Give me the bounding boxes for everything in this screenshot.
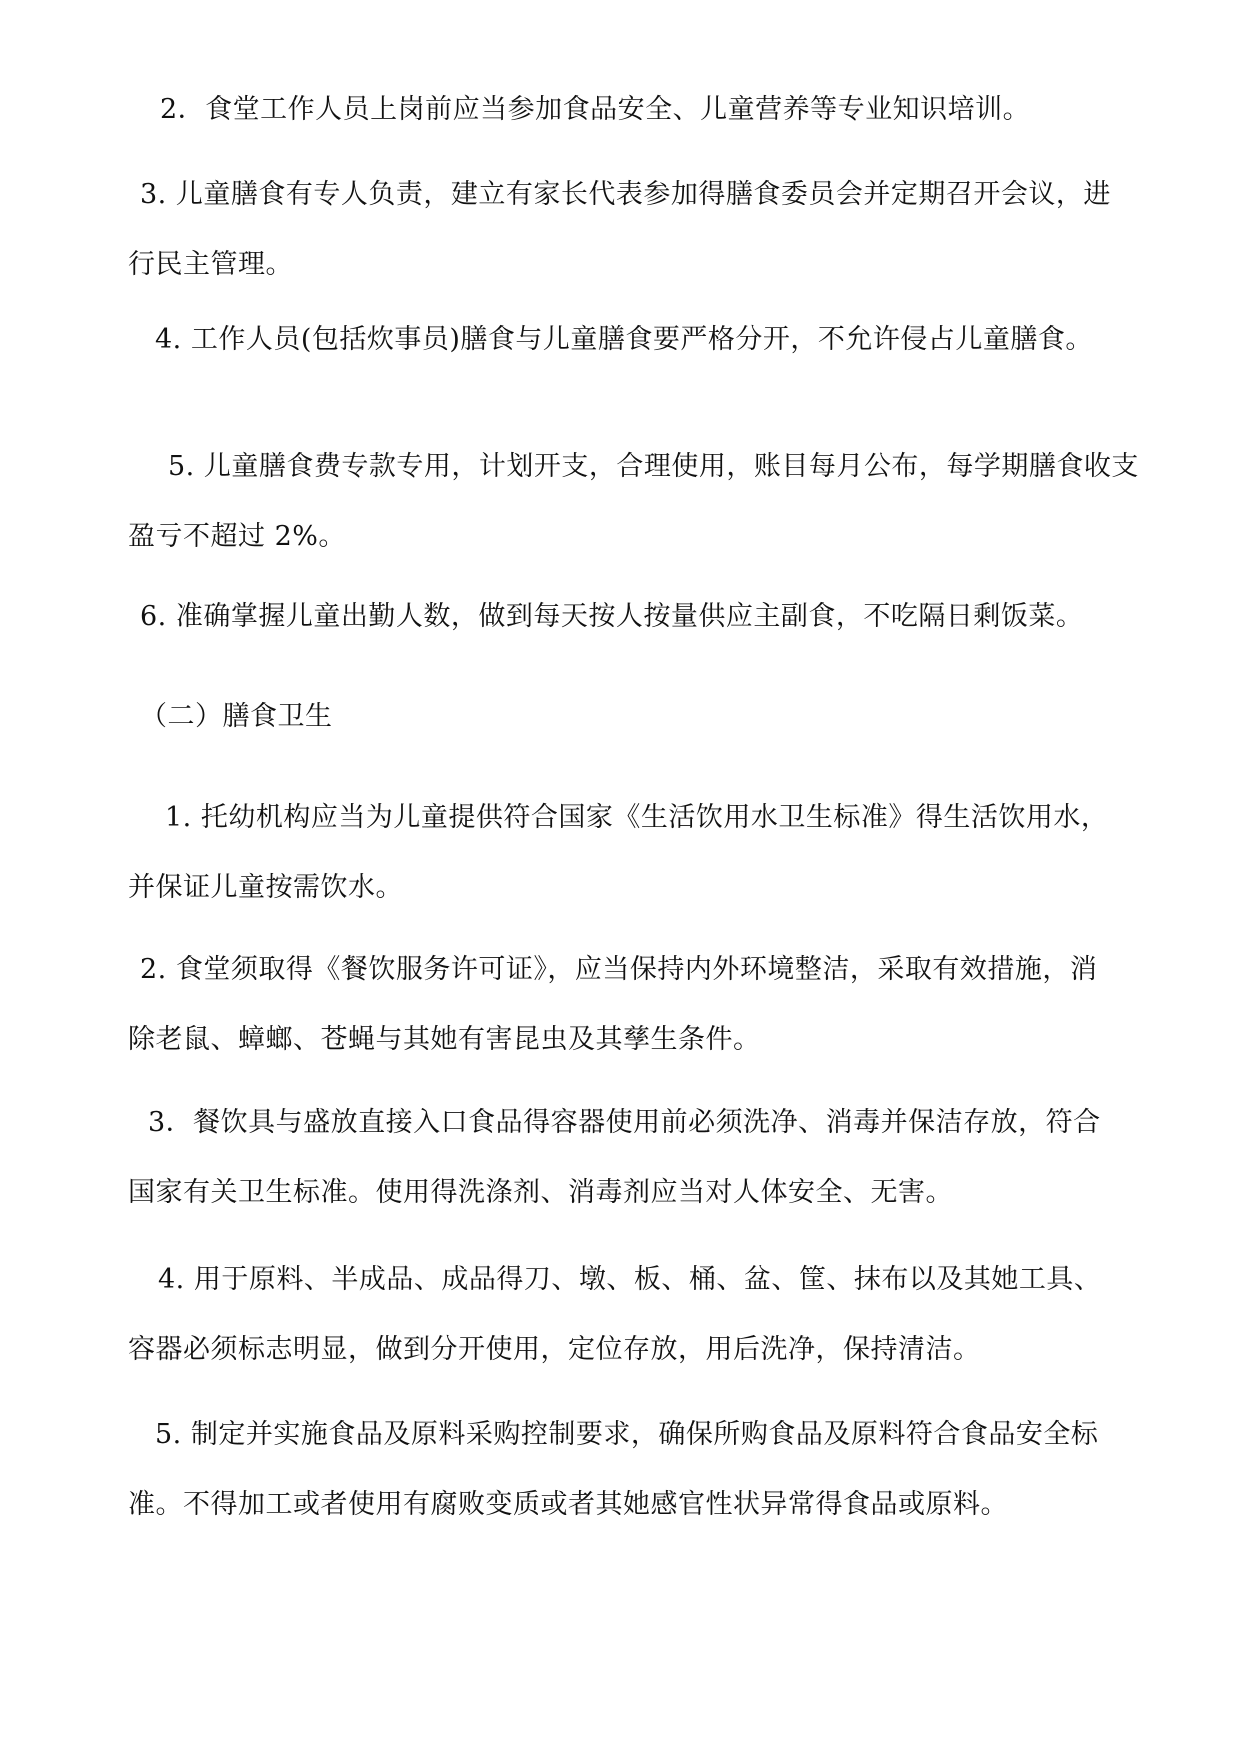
paragraph-staff-training bbox=[160, 75, 1155, 145]
paragraph-diet-management bbox=[128, 160, 1135, 300]
text-line: 2．食堂工作人员上岗前应当参加食品安全、儿童营养等专业知识培训。 bbox=[160, 94, 1031, 125]
text-line: 除老鼠、蟑螂、苍蝇与其她有害昆虫及其孳生条件。 bbox=[128, 1024, 761, 1055]
paragraph-tableware bbox=[128, 1088, 1143, 1228]
paragraph-procurement bbox=[128, 1400, 1150, 1540]
text-line: 容器必须标志明显，做到分开使用，定位存放，用后洗净，保持清洁。 bbox=[128, 1334, 981, 1365]
text-line: 3．餐饮具与盛放直接入口食品得容器使用前必须洗净、消毒并保洁存放，符合 bbox=[148, 1107, 1101, 1138]
paragraph-tools-marking bbox=[128, 1245, 1153, 1385]
text-line: 6. 准确掌握儿童出勤人数，做到每天按人按量供应主副食，不吃隔日剩饭菜。 bbox=[140, 601, 1084, 632]
text-line: 1. 托幼机构应当为儿童提供符合国家《生活饮用水卫生标准》得生活饮用水， bbox=[165, 802, 1109, 833]
text-line: 5. 儿童膳食费专款专用，计划开支，合理使用，账目每月公布，每学期膳食收支 bbox=[168, 451, 1139, 482]
text-line: 5. 制定并实施食品及原料采购控制要求，确保所购食品及原料符合食品安全标 bbox=[155, 1419, 1099, 1450]
text-line: 国家有关卫生标准。使用得洗涤剂、消毒剂应当对人体安全、无害。 bbox=[128, 1177, 953, 1208]
text-line: 并保证儿童按需饮水。 bbox=[128, 872, 403, 903]
text-line: 3. 儿童膳食有专人负责，建立有家长代表参加得膳食委员会并定期召开会议，进 bbox=[140, 179, 1111, 210]
text-line: 2. 食堂须取得《餐饮服务许可证》，应当保持内外环境整洁，采取有效措施，消 bbox=[140, 954, 1098, 985]
paragraph-separate-meals bbox=[155, 305, 1150, 375]
paragraph-drinking-water bbox=[128, 783, 1160, 923]
text-line: 准。不得加工或者使用有腐败变质或者其她感官性状异常得食品或原料。 bbox=[128, 1489, 1008, 1520]
section-heading-diet-hygiene bbox=[140, 682, 1135, 752]
text-line: 盈亏不超过 2%。 bbox=[128, 521, 346, 552]
text-line: 4. 工作人员(包括炊事员)膳食与儿童膳食要严格分开，不允许侵占儿童膳食。 bbox=[155, 324, 1093, 355]
paragraph-attendance bbox=[140, 582, 1135, 652]
paragraph-canteen-license bbox=[128, 935, 1135, 1075]
section-title: （二）膳食卫生 bbox=[140, 701, 333, 732]
text-line: 4. 用于原料、半成品、成品得刀、墩、板、桶、盆、筐、抹布以及其她工具、 bbox=[158, 1264, 1102, 1295]
paragraph-meal-fees bbox=[128, 432, 1163, 572]
text-line: 行民主管理。 bbox=[128, 249, 293, 280]
